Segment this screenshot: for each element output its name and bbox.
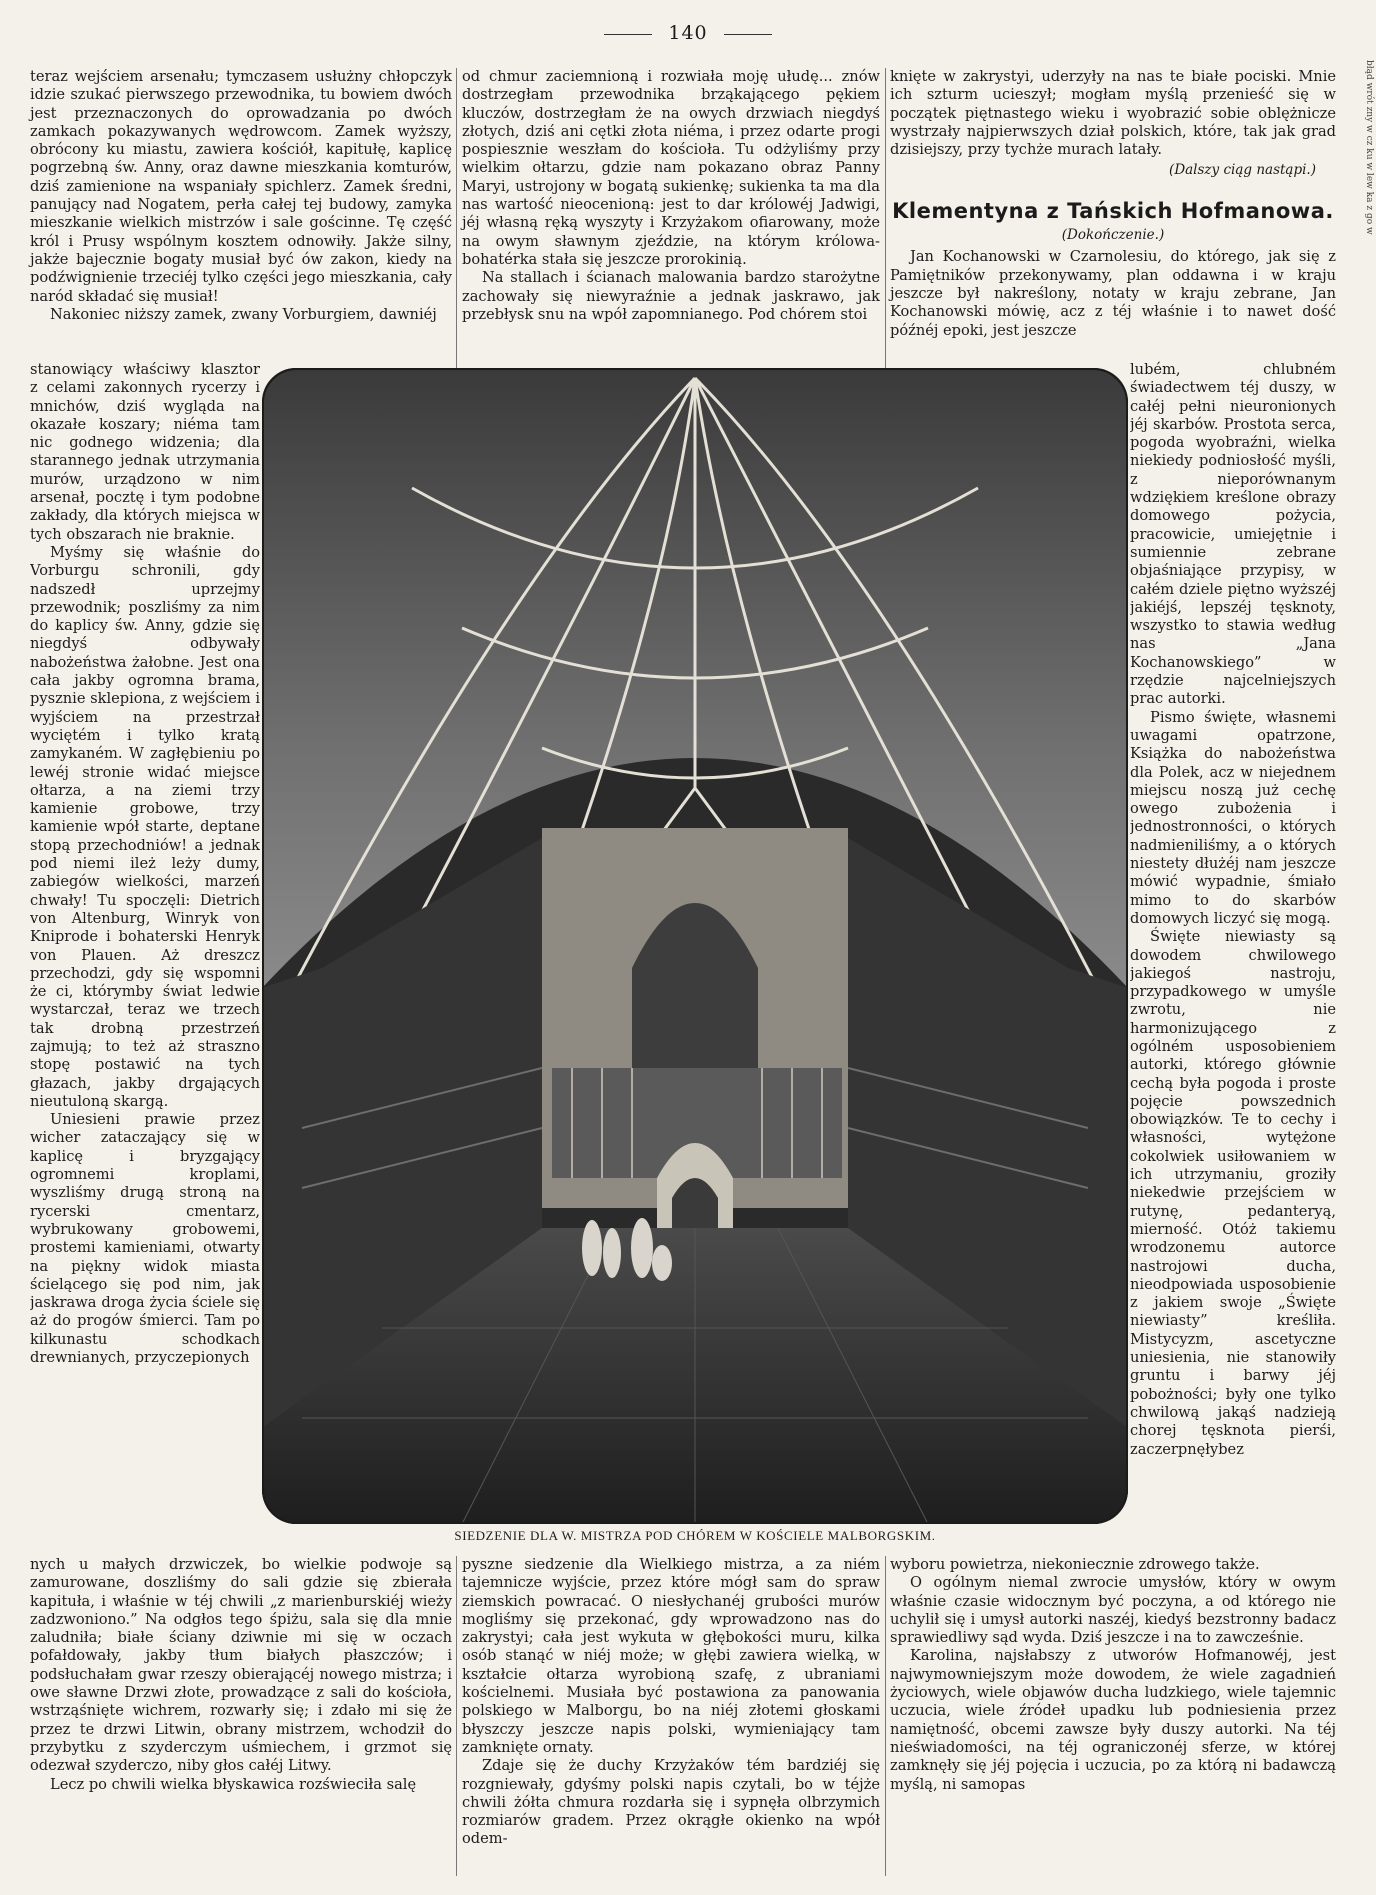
column-a-narrow bbox=[30, 361, 260, 1501]
column-a-top bbox=[30, 68, 452, 324]
column-c-bottom bbox=[890, 1556, 1336, 1794]
column-a-bottom bbox=[30, 1556, 452, 1794]
engraving-illustration bbox=[262, 368, 1128, 1524]
paragraph: Na stallach i ścianach malowania bardzo starożytne zachowały się niewyraźnie a jednak jaskrawo, jak przebłysk snu na wpół zapomnianego. Pod chórem stoi bbox=[462, 269, 880, 323]
engraving-church-interior bbox=[262, 368, 1128, 1524]
continued-note: (Dalszy ciąg nastąpi.) bbox=[1169, 162, 1316, 179]
paragraph: Uniesieni prawie przez wicher zataczający się w kaplicę i bryzgający ogromnemi kroplami, wyszliśmy drugą stroną na rycerski cmentarz, wybrukowany grobowemi, prostemi kamieniami, otwarty na piękny widok miasta ścielącego się pod nim, jak jaskrawa droga życia ściele się aż do progów śmierci. Tam po kilkunastu schodkach drewnianych, przyczepionych bbox=[30, 1111, 260, 1367]
paragraph: Karolina, najsłabszy z utworów Hofmanowéj, jest najwymowniejszym może dowodem, że wiele zagadnień życiowych, wiele objawów ducha ludzkiego, wiele tajemnic uczucia, wiele źródeł upadku lub podniesienia przez namiętność, obcemi zawsze były duszy autorki. Na téj nieświadomości, na téj ograniczonéj sferze, w której zamknęły się jéj pojęcia i uczucia, po za którą ni badawczą myślą, ni samopas bbox=[890, 1647, 1336, 1793]
page-number-header bbox=[0, 22, 1376, 44]
column-c-narrow bbox=[1130, 361, 1336, 1541]
paragraph: Jan Kochanowski w Czarnolesiu, do którego, jak się z Pamiętników przekonywamy, plan oddawna i w kraju jeszcze był nakreślony, notaty w kraju zebrane, Jan Kochanowski mówię, acz z téj właśnie i to nawet dość późnéj epoki, jest jeszcze bbox=[890, 248, 1336, 339]
paragraph: Zdaje się że duchy Krzyżaków tém bardziéj się rozgniewały, gdyśmy polski napis czytali, bo w téjże chwili żółta chmura rozdarła się i sypnęła olbrzymich rozmiarów gradem. Przez okrągłe okienko na wpół odem- bbox=[462, 1757, 880, 1848]
paragraph: lubém, chlubném świadectwem téj duszy, w całéj pełni nieuronionych jéj skarbów. Prostota serca, pogoda wyobraźni, wielka niekiedy podniosłość myśli, z nieporównanym wdziękiem kreślone obrazy domowego pożycia, pracowicie, umiejętnie i sumiennie zebrane objaśniające przypisy, w całém dziele piętno wyższéj jakiéjś, lepszéj tęsknoty, wszystko to stawia według nas „Jana Kochanowskiego” w rzędzie najcelniejszych prac autorki. bbox=[1130, 361, 1336, 708]
column-b-top bbox=[462, 68, 880, 324]
figure-caption: SIEDZENIE DLA W. MISTRZA POD CHÓREM W KOŚCIELE MALBORGSKIM. bbox=[454, 1528, 936, 1543]
column-b-bottom bbox=[462, 1556, 880, 1849]
paragraph: wyboru powietrza, niekoniecznie zdrowego także. bbox=[890, 1556, 1260, 1573]
column-divider bbox=[456, 1556, 457, 1876]
paragraph: pyszne siedzenie dla Wielkiego mistrza, a za niém tajemnicze wyjście, przez które mógł sam do spraw ziemskich powracać. O niesłychanéj grubości murów mogliśmy się przekonać, gdy wprowadzono nas do zakrystyi; cała jest wykuta w głębokości muru, kilka osób stanąć w niéj może; w głębi zawiera wielką, w kształcie ołtarza wyrobioną szafę, z ubraniami kościelnemi. Musiała być postawiona za panowania polskiego w Malborgu, bo na niéj złotemi głoskami błyszczy jeszcze napis polski, wymieniający tam zamknięte ornaty. bbox=[462, 1556, 880, 1756]
paragraph: teraz wejściem arsenału; tymczasem usłużny chłopczyk idzie szukać pierwszego przewodnika, tu bowiem dwóch jest przeznaczonych do oprowadzania po dwóch zamkach pokazywanych wędrowcom. Zamek wyższy, obrócony ku miastu, zawiera kościół, kapitułę, kaplicę pogrzebną św. Anny, oraz dawne mieszkania komturów, dziś zamienione na wspaniały spichlerz. Zamek średni, panujący nad Nogatem, perła całej tej budowy, zamyka mieszkanie wielkich mistrzów i sale gościnne. Tę część król i Prusy wspólnym kosztem odnowiły. Jakże silny, jakże bajecznie bogaty musiał być ów zakon, kiedy na podźwignienie trzeciéj tylko części jego mieszkania, cały naród składać się musiał! bbox=[30, 68, 452, 305]
header-rule-right bbox=[724, 34, 772, 35]
paragraph: Nakoniec niższy zamek, zwany Vorburgiem, dawniéj bbox=[50, 305, 437, 323]
paragraph: Święte niewiasty są dowodem chwilowego jakiegoś nastroju, przypadkowego w umyśle zwrotu, nie harmonizującego z ogólném usposobieniem autorki, którego głównie cechą była pogoda i proste pojęcie powszednich obowiązków. Te to cechy i własności, wytężone cokolwiek usiłowaniem w ich utrzymaniu, groziły niekedwie przejściem w rutynę, pedanteryą, mierność. Otóż takiemu wrodzonemu autorce nastrojowi ducha, nieodpowiada usposobienie z jakiem swoje „Święte niewiasty” kreśliła. Mistycyzm, ascetyczne uniesienia, nie stanowiły gruntu i barwy jéj pobożności; były one tylko chwilową jakąś nadzieją chorej tęsknota pierśi, zaczerpnęłybez bbox=[1130, 928, 1336, 1458]
paragraph: od chmur zaciemnioną i rozwiała moję ułudę... znów dostrzegłam przewodnika brząkającego pękiem kluczów, dostrzegłam że na owych drzwiach niegdyś złotych, dziś ani cętki złota niéma, i przez odarte progi pospiesznie weszłam do kościoła. Tu odżyliśmy przy wielkim ołtarzu, gdzie nam pokazano obraz Panny Maryi, ustrojony w bogatą sukienkę; sukienka ta ma dla nas wartość nieocenioną: jest to dar królowéj Jadwigi, jéj własną ręką wyszyty i Krzyżakom ofiarowany, może na owym sławnym zjeździe, na którym królowa-bohatérka stała się jeszcze prorokinią. bbox=[462, 68, 880, 268]
column-divider bbox=[456, 68, 457, 368]
article-subtitle: (Dokończenie.) bbox=[1061, 227, 1165, 244]
adjacent-page-edge-text: błąd wrót zny w cz ku w lew ka z go w bbox=[1364, 60, 1374, 235]
column-divider bbox=[885, 68, 886, 368]
column-c-top bbox=[890, 68, 1336, 340]
page-number: 140 bbox=[668, 22, 708, 44]
paragraph: stanowiący właściwy klasztor z celami zakonnych rycerzy i mnichów, dziś wygląda na okazałe koszary; niéma tam nic godnego widzenia; dla starannego jednak utrzymania murów, urządzono w nim arsenał, pocztę i tym podobne zakłady, dla których miejsca w tych obszarach nie braknie. bbox=[30, 361, 260, 543]
paragraph: Myśmy się właśnie do Vorburgu schronili, gdy nadszedł uprzejmy przewodnik; poszliśmy za nim do kaplicy św. Anny, gdzie się niegdyś odbywały nabożeństwa żałobne. Jest ona cała jakby ogromna brama, pysznie sklepiona, z wejściem i wyjściem na przestrzał wyciętém i tylko kratą zamykaném. W zagłębieniu po lewéj stronie widać miejsce ołtarza, a na ziemi trzy kamienie grobowe, trzy kamienie wpół starte, deptane stopą przechodniów! a jednak pod niemi ileż leży dumy, zabiegów wielkości, marzeń chwały! Tu spoczęli: Dietrich von Altenburg, Winryk von Kniprode i bohaterski Henryk von Plauen. Aż dreszcz przechodzi, gdy się wspomni że ci, którymby świat ledwie wystarczał, teraz we trzech tak drobną przestrzeń zajmują; to też aż straszno stopę postawić na tych głazach, jakby drgających nieutuloną skargą. bbox=[30, 543, 260, 1110]
column-divider bbox=[885, 1556, 886, 1876]
article-title: Klementyna z Tańskich Hofmanowa. bbox=[892, 198, 1334, 223]
paragraph: Lecz po chwili wielka błyskawica rozświeciła salę bbox=[50, 1775, 417, 1793]
paragraph: knięte w zakrystyi, uderzyły na nas te białe pociski. Mnie ich szturm ucieszył; mogłam myślą przenieść się w początek piętnastego wieku i wyobrazić sobie oblężnicze wystrzały najpierwszych dział polskich, które, tak jak grad dzisiejszy, przy tychże murach latały. bbox=[890, 68, 1336, 159]
paragraph: nych u małych drzwiczek, bo wielkie podwoje są zamurowane, doszliśmy do sali gdzie się zbierała kapituła, i właśnie w téj chwili „z marienburskiéj wieży zadzwoniono.” Na odgłos tego śpiżu, sala się dla mnie zaludniła; białe ściany dziwnie mi się w oczach pofałdowały, jakby tłum białych płaszczów; i podsłuchałam gwar rzeszy obierającéj nowego mistrza; i owe sławne Drzwi złote, prowadzące z sali do kościoła, wstrząśnięte wichrem, rozwarły się; i zdało mi się że przez te drzwi Litwin, obrany mistrzem, wchodził do przybytku z szyderczym uśmiechem, i grzmot się odezwał szyderczo, niby głos całéj Litwy. bbox=[30, 1556, 452, 1775]
header-rule-left bbox=[604, 34, 652, 35]
paragraph: O ogólnym niemal zwrocie umysłów, który w owym właśnie czasie widocznym być poczyna, a od którego nie uchylił się i umysł autorki naszéj, kiedyś bezstronny badacz sprawiedliwy sąd wyda. Dziś jeszcze i na to zawcześnie. bbox=[890, 1574, 1336, 1647]
paragraph: Pismo święte, własnemi uwagami opatrzone, Książka do nabożeństwa dla Polek, acz w niejednem miejscu noszą już cechę owego zubożenia i jednostronności, o których nadmieniliśmy, a o których niestety dłużéj nam jeszcze mówić wypadnie, śmiało mimo to do skarbów domowych liczyć się mogą. bbox=[1130, 708, 1336, 927]
